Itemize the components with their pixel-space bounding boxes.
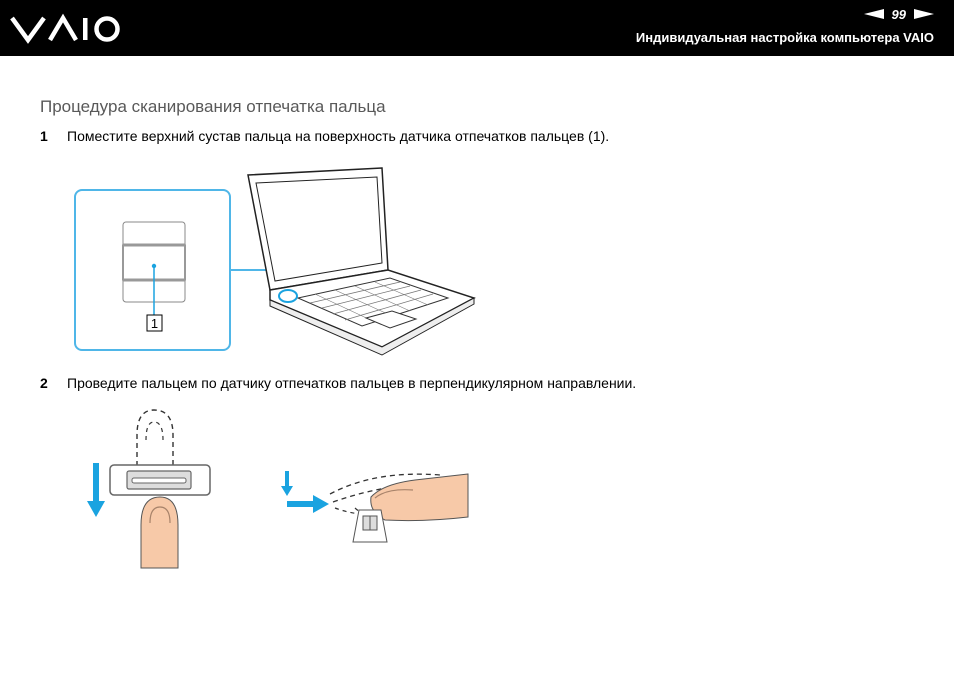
right-arrow-icon xyxy=(313,495,329,513)
finger xyxy=(141,497,178,568)
down-arrow-icon xyxy=(87,501,105,517)
next-page-icon[interactable] xyxy=(914,9,934,19)
vertical-swipe-illustration xyxy=(80,405,230,573)
page-number: 99 xyxy=(891,6,906,22)
step-text: Проведите пальцем по датчику отпечатков пальцев в перпендикулярном направлении. xyxy=(67,375,637,391)
finger xyxy=(371,474,468,521)
down-arrow-shaft xyxy=(285,471,289,487)
callout-label: 1 xyxy=(150,316,159,331)
step-number: 1 xyxy=(40,128,48,144)
page-header xyxy=(0,0,954,56)
right-arrow-shaft xyxy=(287,501,313,507)
step-1 xyxy=(40,128,609,144)
previous-page-icon[interactable] xyxy=(864,9,884,19)
step-2 xyxy=(40,375,636,391)
laptop-sensor-illustration xyxy=(70,165,490,375)
step-number: 2 xyxy=(40,375,48,391)
down-arrow-shaft xyxy=(93,463,99,501)
side-swipe-illustration xyxy=(275,462,475,547)
header-title: Индивидуальная настройка компьютера VAIO xyxy=(635,30,934,45)
step-text: Поместите верхний сустав пальца на поверхность датчика отпечатков пальцев (1). xyxy=(67,128,610,144)
down-arrow-icon xyxy=(281,486,293,496)
section-title: Процедура сканирования отпечатка пальца xyxy=(40,97,386,116)
vaio-logo xyxy=(10,12,122,51)
page-navigation xyxy=(864,6,934,22)
